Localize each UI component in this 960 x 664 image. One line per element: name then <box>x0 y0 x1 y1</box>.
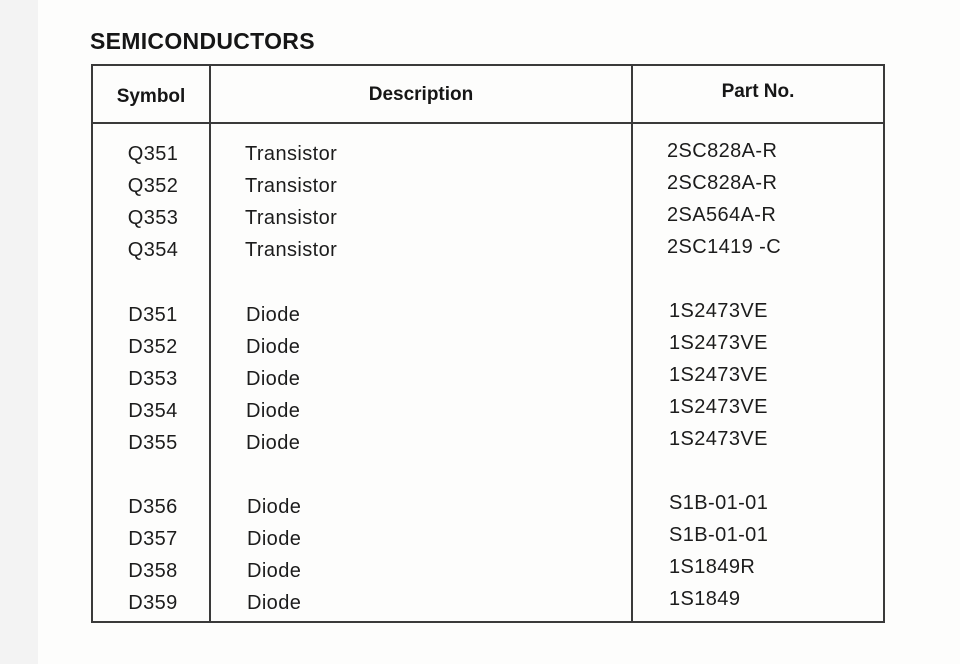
cell-part-no: 1S2473VE <box>669 428 768 450</box>
cell-description: Diode <box>246 432 301 454</box>
cell-symbol: D359 <box>128 592 178 614</box>
cell-part-no: 1S1849R <box>669 556 756 578</box>
cell-part-no: 2SC828A-R <box>667 140 778 162</box>
cell-symbol: D351 <box>128 304 178 326</box>
cell-symbol: D355 <box>128 432 178 454</box>
cell-part-no: S1B-01-01 <box>669 492 769 514</box>
cell-symbol: Q352 <box>127 175 179 197</box>
header-part-no: Part No. <box>721 81 795 102</box>
cell-symbol: Q354 <box>127 239 179 261</box>
cell-description: Transistor <box>245 239 338 261</box>
cell-symbol: D354 <box>128 400 178 422</box>
parts-table <box>91 64 885 623</box>
cell-symbol: D356 <box>128 496 178 518</box>
cell-symbol: D352 <box>128 336 178 358</box>
cell-description: Diode <box>246 368 301 390</box>
cell-symbol: D358 <box>128 560 178 582</box>
cell-symbol: Q351 <box>127 143 179 165</box>
cell-part-no: 2SC828A-R <box>667 172 778 194</box>
cell-part-no: 1S2473VE <box>669 364 768 386</box>
cell-description: Transistor <box>245 207 338 229</box>
cell-description: Diode <box>247 528 302 550</box>
cell-part-no: S1B-01-01 <box>669 524 769 546</box>
cell-description: Transistor <box>245 143 338 165</box>
cell-part-no: 2SC1419 -C <box>667 236 782 258</box>
section-title: SEMICONDUCTORS <box>90 28 315 54</box>
header-description: Description <box>368 84 474 105</box>
cell-symbol: Q353 <box>127 207 179 229</box>
cell-description: Transistor <box>245 175 338 197</box>
cell-part-no: 2SA564A-R <box>667 204 777 226</box>
cell-symbol: D357 <box>128 528 178 550</box>
cell-description: Diode <box>247 560 302 582</box>
cell-part-no: 1S1849 <box>669 588 741 610</box>
cell-symbol: D353 <box>128 368 178 390</box>
cell-part-no: 1S2473VE <box>669 300 768 322</box>
cell-description: Diode <box>246 400 301 422</box>
cell-description: Diode <box>247 496 302 518</box>
header-divider <box>93 122 883 124</box>
cell-part-no: 1S2473VE <box>669 396 768 418</box>
cell-part-no: 1S2473VE <box>669 332 768 354</box>
left-margin-strip <box>0 0 38 664</box>
cell-description: Diode <box>246 336 301 358</box>
cell-description: Diode <box>247 592 302 614</box>
cell-description: Diode <box>246 304 301 326</box>
header-symbol: Symbol <box>116 86 186 107</box>
column-divider-description <box>631 66 633 621</box>
